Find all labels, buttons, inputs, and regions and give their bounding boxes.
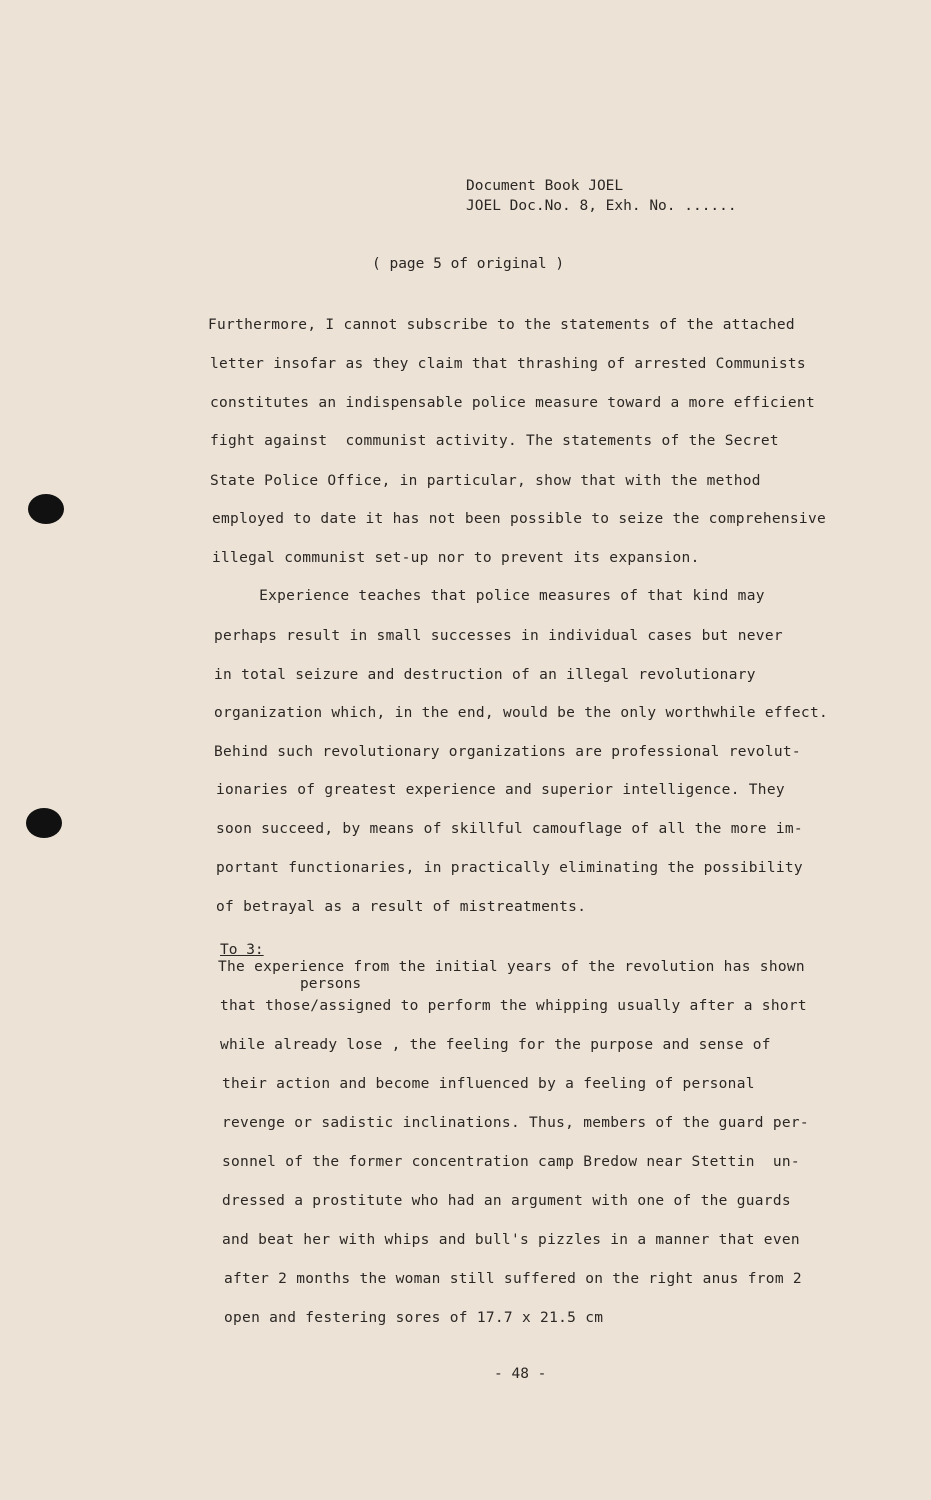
text-line: soon succeed, by means of skillful camouflage of all the more im- xyxy=(216,821,803,837)
handwritten-insert: persons xyxy=(300,976,362,992)
punch-hole-top xyxy=(28,494,64,524)
section-label: To 3: xyxy=(220,942,264,958)
text-line: sonnel of the former concentration camp Bredow near Stettin un- xyxy=(222,1154,800,1170)
text-line: and beat her with whips and bull's pizzles in a manner that even xyxy=(222,1232,800,1248)
text-line: perhaps result in small successes in individual cases but never xyxy=(214,628,783,644)
text-line: organization which, in the end, would be the only worthwhile effect. xyxy=(214,705,829,721)
text-line: after 2 months the woman still suffered on the right anus from 2 xyxy=(224,1271,802,1287)
text-line: letter insofar as they claim that thrashing of arrested Communists xyxy=(210,356,806,372)
page-number: - 48 - xyxy=(494,1366,547,1382)
text-line: portant functionaries, in practically eliminating the possibility xyxy=(216,860,803,876)
text-line: dressed a prostitute who had an argument with one of the guards xyxy=(222,1193,791,1209)
text-line: in total seizure and destruction of an illegal revolutionary xyxy=(214,667,756,683)
text-line: that those/assigned to perform the whipping usually after a short xyxy=(220,998,807,1014)
text-line: while already lose , the feeling for the purpose and sense of xyxy=(220,1037,771,1053)
text-line: State Police Office, in particular, show that with the method xyxy=(210,473,761,489)
text-line: their action and become influenced by a feeling of personal xyxy=(222,1076,755,1092)
punch-hole-bottom xyxy=(26,808,62,838)
text-line: of betrayal as a result of mistreatments. xyxy=(216,899,587,915)
text-line: The experience from the initial years of the revolution has shown xyxy=(218,959,805,975)
header-line-2: JOEL Doc.No. 8, Exh. No. ...... xyxy=(466,198,737,214)
page-note: ( page 5 of original ) xyxy=(372,256,565,272)
text-line: fight against communist activity. The statements of the Secret xyxy=(210,433,779,449)
text-line: constitutes an indispensable police measure toward a more efficient xyxy=(210,395,815,411)
text-line: Experience teaches that police measures of that kind may xyxy=(232,588,765,604)
header-line-1: Document Book JOEL xyxy=(466,178,624,194)
document-header xyxy=(466,176,737,216)
text-line: open and festering sores of 17.7 x 21.5 cm xyxy=(224,1310,604,1326)
text-line: revenge or sadistic inclinations. Thus, members of the guard per- xyxy=(222,1115,809,1131)
text-line: employed to date it has not been possible to seize the comprehensive xyxy=(212,511,827,527)
text-line: ionaries of greatest experience and superior intelligence. They xyxy=(216,782,785,798)
text-line: Behind such revolutionary organizations are professional revolut- xyxy=(214,744,801,760)
text-line: illegal communist set-up nor to prevent its expansion. xyxy=(212,550,700,566)
text-line: Furthermore, I cannot subscribe to the statements of the attached xyxy=(208,317,795,333)
